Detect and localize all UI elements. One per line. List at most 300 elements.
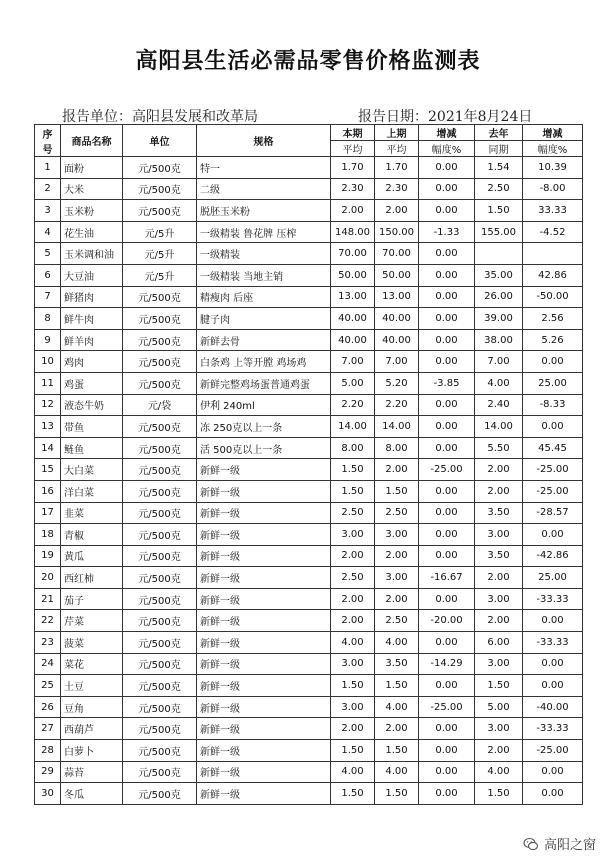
row-seq: 10 (35, 351, 61, 373)
row-seq: 15 (35, 459, 61, 481)
row-current-price: 2.50 (331, 502, 375, 524)
row-unit: 元/500克 (123, 524, 197, 546)
row-unit: 元/500克 (123, 761, 197, 783)
row-change-pct: -16.67 (419, 567, 475, 589)
row-current-price: 3.00 (331, 653, 375, 675)
row-yoy-pct: 25.00 (523, 567, 583, 589)
table-row (35, 740, 583, 762)
row-previous-price: 70.00 (375, 243, 419, 265)
row-lastyear-price: 1.50 (475, 783, 523, 805)
row-previous-price: 1.50 (375, 480, 419, 502)
table-row (35, 502, 583, 524)
row-current-price: 2.00 (331, 588, 375, 610)
row-spec: 一级精装 鲁花牌 压榨 (197, 221, 331, 243)
table-body (35, 157, 583, 805)
row-unit: 元/500克 (123, 372, 197, 394)
row-change-pct: 0.00 (419, 329, 475, 351)
row-spec: 特一 (197, 157, 331, 179)
row-spec: 脱胚玉米粉 (197, 200, 331, 222)
row-change-pct: 0.00 (419, 588, 475, 610)
row-lastyear-price: 3.50 (475, 545, 523, 567)
table-row (35, 437, 583, 459)
row-change-pct: 0.00 (419, 502, 475, 524)
row-seq: 22 (35, 610, 61, 632)
row-spec: 新鲜一级 (197, 459, 331, 481)
row-name: 鲢鱼 (61, 437, 123, 459)
row-unit: 元/500克 (123, 740, 197, 762)
row-name: 青椒 (61, 524, 123, 546)
row-seq: 3 (35, 200, 61, 222)
table-row (35, 567, 583, 589)
row-seq: 4 (35, 221, 61, 243)
row-spec: 新鲜一级 (197, 740, 331, 762)
row-current-price: 2.00 (331, 545, 375, 567)
row-name: 带鱼 (61, 416, 123, 438)
row-unit: 元/5升 (123, 264, 197, 286)
header-seq: 序 号 (35, 125, 61, 157)
row-lastyear-price: 2.00 (475, 567, 523, 589)
row-name: 玉米粉 (61, 200, 123, 222)
row-previous-price: 3.00 (375, 524, 419, 546)
table-row (35, 588, 583, 610)
row-previous-price: 3.00 (375, 567, 419, 589)
row-spec: 伊利 240ml (197, 394, 331, 416)
table-row (35, 416, 583, 438)
report-date: 报告日期：2021年8月24日 (358, 109, 533, 125)
row-current-price: 2.00 (331, 200, 375, 222)
row-lastyear-price: 5.50 (475, 437, 523, 459)
row-yoy-pct: 0.00 (523, 653, 583, 675)
row-unit: 元/5升 (123, 243, 197, 265)
row-yoy-pct: -4.52 (523, 221, 583, 243)
row-spec: 新鲜一级 (197, 588, 331, 610)
row-change-pct: 0.00 (419, 437, 475, 459)
row-name: 茄子 (61, 588, 123, 610)
row-change-pct: 0.00 (419, 178, 475, 200)
row-name: 白萝卜 (61, 740, 123, 762)
row-seq: 2 (35, 178, 61, 200)
header-yoy-sub: 幅度% (523, 141, 583, 157)
row-yoy-pct: -33.33 (523, 632, 583, 654)
row-previous-price: 40.00 (375, 329, 419, 351)
row-lastyear-price: 3.00 (475, 718, 523, 740)
row-change-pct: 0.00 (419, 675, 475, 697)
row-previous-price: 2.50 (375, 610, 419, 632)
row-seq: 18 (35, 524, 61, 546)
row-change-pct: 0.00 (419, 761, 475, 783)
row-name: 黄瓜 (61, 545, 123, 567)
row-current-price: 1.50 (331, 783, 375, 805)
row-unit: 元/500克 (123, 783, 197, 805)
row-lastyear-price: 7.00 (475, 351, 523, 373)
row-name: 鲜猪肉 (61, 286, 123, 308)
row-seq: 19 (35, 545, 61, 567)
row-previous-price: 1.50 (375, 783, 419, 805)
table-row (35, 459, 583, 481)
row-change-pct: 0.00 (419, 286, 475, 308)
row-seq: 28 (35, 740, 61, 762)
row-spec: 腱子肉 (197, 308, 331, 330)
row-unit: 元/500克 (123, 286, 197, 308)
row-previous-price: 4.00 (375, 696, 419, 718)
row-previous-price: 2.20 (375, 394, 419, 416)
row-seq: 26 (35, 696, 61, 718)
row-lastyear-price: 2.50 (475, 178, 523, 200)
row-previous-price: 14.00 (375, 416, 419, 438)
row-current-price: 50.00 (331, 264, 375, 286)
row-spec: 一级精装 (197, 243, 331, 265)
row-change-pct: -3.85 (419, 372, 475, 394)
row-name: 鸡蛋 (61, 372, 123, 394)
row-unit: 元/500克 (123, 480, 197, 502)
row-change-pct: -14.29 (419, 653, 475, 675)
row-name: 菜花 (61, 653, 123, 675)
row-unit: 元/500克 (123, 502, 197, 524)
row-unit: 元/500克 (123, 545, 197, 567)
header-lastyear: 去年 (475, 125, 523, 141)
page-title: 高阳县生活必需品零售价格监测表 (135, 49, 481, 74)
row-yoy-pct: 25.00 (523, 372, 583, 394)
row-yoy-pct: 5.26 (523, 329, 583, 351)
row-previous-price: 40.00 (375, 308, 419, 330)
watermark-text: 高阳之窗 (543, 838, 596, 853)
row-previous-price: 8.00 (375, 437, 419, 459)
row-unit: 元/500克 (123, 437, 197, 459)
header-row-1 (35, 125, 583, 141)
row-lastyear-price: 26.00 (475, 286, 523, 308)
row-name: 大白菜 (61, 459, 123, 481)
row-lastyear-price (475, 243, 523, 265)
row-current-price: 40.00 (331, 329, 375, 351)
row-lastyear-price: 1.50 (475, 200, 523, 222)
row-name: 土豆 (61, 675, 123, 697)
row-lastyear-price: 4.00 (475, 372, 523, 394)
row-unit: 元/500克 (123, 200, 197, 222)
row-unit: 元/500克 (123, 157, 197, 179)
row-yoy-pct: 33.33 (523, 200, 583, 222)
header-lastyear-sub: 同期 (475, 141, 523, 157)
row-unit: 元/500克 (123, 718, 197, 740)
table-row (35, 718, 583, 740)
row-change-pct: 0.00 (419, 783, 475, 805)
row-spec: 精瘦肉 后座 (197, 286, 331, 308)
table-row (35, 696, 583, 718)
row-yoy-pct: 0.00 (523, 416, 583, 438)
row-change-pct: 0.00 (419, 632, 475, 654)
row-unit: 元/500克 (123, 308, 197, 330)
row-seq: 8 (35, 308, 61, 330)
row-yoy-pct: 45.45 (523, 437, 583, 459)
row-current-price: 2.50 (331, 567, 375, 589)
row-previous-price: 4.00 (375, 632, 419, 654)
table-row (35, 524, 583, 546)
row-previous-price: 2.00 (375, 718, 419, 740)
row-name: 大豆油 (61, 264, 123, 286)
row-spec: 新鲜一级 (197, 610, 331, 632)
row-current-price: 1.70 (331, 157, 375, 179)
row-change-pct: 0.00 (419, 264, 475, 286)
table-row (35, 783, 583, 805)
table-row (35, 675, 583, 697)
row-current-price: 1.50 (331, 740, 375, 762)
row-seq: 14 (35, 437, 61, 459)
row-spec: 新鲜一级 (197, 675, 331, 697)
header-spec: 规格 (197, 125, 331, 157)
row-current-price: 3.00 (331, 696, 375, 718)
row-lastyear-price: 3.50 (475, 502, 523, 524)
row-yoy-pct: 2.56 (523, 308, 583, 330)
row-unit: 元/500克 (123, 610, 197, 632)
row-lastyear-price: 1.54 (475, 157, 523, 179)
row-spec: 新鲜一级 (197, 567, 331, 589)
row-change-pct: 0.00 (419, 740, 475, 762)
row-change-pct: 0.00 (419, 157, 475, 179)
row-previous-price: 1.50 (375, 675, 419, 697)
row-yoy-pct: -42.86 (523, 545, 583, 567)
row-previous-price: 7.00 (375, 351, 419, 373)
row-spec: 新鲜一级 (197, 761, 331, 783)
row-seq: 6 (35, 264, 61, 286)
row-current-price: 4.00 (331, 761, 375, 783)
table-row (35, 653, 583, 675)
header-previous-sub: 平均 (375, 141, 419, 157)
row-seq: 17 (35, 502, 61, 524)
row-change-pct: -25.00 (419, 459, 475, 481)
row-unit: 元/5升 (123, 221, 197, 243)
row-yoy-pct: -25.00 (523, 480, 583, 502)
row-current-price: 4.00 (331, 632, 375, 654)
row-current-price: 7.00 (331, 351, 375, 373)
row-lastyear-price: 6.00 (475, 632, 523, 654)
row-change-pct: 0.00 (419, 308, 475, 330)
table-row (35, 243, 583, 265)
table-row (35, 200, 583, 222)
report-unit: 报告单位：高阳县发展和改革局 (62, 109, 258, 125)
row-spec: 新鲜去骨 (197, 329, 331, 351)
row-change-pct: -25.00 (419, 696, 475, 718)
row-previous-price: 1.50 (375, 740, 419, 762)
row-current-price: 8.00 (331, 437, 375, 459)
row-lastyear-price: 2.00 (475, 740, 523, 762)
row-previous-price: 3.50 (375, 653, 419, 675)
row-yoy-pct: 0.00 (523, 351, 583, 373)
row-yoy-pct: 10.39 (523, 157, 583, 179)
row-change-pct: 0.00 (419, 394, 475, 416)
row-spec: 二级 (197, 178, 331, 200)
row-lastyear-price: 39.00 (475, 308, 523, 330)
row-current-price: 2.30 (331, 178, 375, 200)
row-lastyear-price: 5.00 (475, 696, 523, 718)
row-yoy-pct: 0.00 (523, 783, 583, 805)
row-name: 菠菜 (61, 632, 123, 654)
row-name: 花生油 (61, 221, 123, 243)
header-change-sub: 幅度% (419, 141, 475, 157)
row-change-pct: 0.00 (419, 524, 475, 546)
row-previous-price: 5.20 (375, 372, 419, 394)
row-lastyear-price: 3.00 (475, 653, 523, 675)
row-name: 芹菜 (61, 610, 123, 632)
row-yoy-pct: 0.00 (523, 524, 583, 546)
row-yoy-pct: 0.00 (523, 675, 583, 697)
row-yoy-pct: 0.00 (523, 610, 583, 632)
row-change-pct: -1.33 (419, 221, 475, 243)
row-yoy-pct: -50.00 (523, 286, 583, 308)
row-spec: 活 500克以上一条 (197, 437, 331, 459)
table-row (35, 286, 583, 308)
row-previous-price: 50.00 (375, 264, 419, 286)
row-current-price: 1.50 (331, 675, 375, 697)
row-yoy-pct: -33.33 (523, 588, 583, 610)
header-yoy: 增减 (523, 125, 583, 141)
row-unit: 元/500克 (123, 567, 197, 589)
row-current-price: 148.00 (331, 221, 375, 243)
row-previous-price: 2.50 (375, 502, 419, 524)
table-row (35, 351, 583, 373)
row-previous-price: 2.30 (375, 178, 419, 200)
row-lastyear-price: 2.40 (475, 394, 523, 416)
row-current-price: 1.50 (331, 459, 375, 481)
row-lastyear-price: 35.00 (475, 264, 523, 286)
row-spec: 冻 250克以上一条 (197, 416, 331, 438)
row-change-pct: 0.00 (419, 416, 475, 438)
row-spec: 新鲜完整鸡场蛋普通鸡蛋 (197, 372, 331, 394)
row-name: 洋白菜 (61, 480, 123, 502)
row-yoy-pct: -40.00 (523, 696, 583, 718)
table-row (35, 221, 583, 243)
row-spec: 新鲜一级 (197, 653, 331, 675)
row-unit: 元/袋 (123, 394, 197, 416)
table-row (35, 264, 583, 286)
row-seq: 21 (35, 588, 61, 610)
row-previous-price: 2.00 (375, 545, 419, 567)
row-spec: 新鲜一级 (197, 480, 331, 502)
row-seq: 20 (35, 567, 61, 589)
row-spec: 一级精装 当地主销 (197, 264, 331, 286)
table-row (35, 372, 583, 394)
row-previous-price: 2.00 (375, 588, 419, 610)
row-previous-price: 2.00 (375, 459, 419, 481)
row-lastyear-price: 1.50 (475, 675, 523, 697)
watermark (523, 834, 596, 853)
row-spec: 新鲜一级 (197, 696, 331, 718)
row-yoy-pct: -33.33 (523, 718, 583, 740)
row-lastyear-price: 38.00 (475, 329, 523, 351)
row-seq: 7 (35, 286, 61, 308)
row-name: 面粉 (61, 157, 123, 179)
row-seq: 23 (35, 632, 61, 654)
row-current-price: 1.50 (331, 480, 375, 502)
row-previous-price: 2.00 (375, 200, 419, 222)
row-unit: 元/500克 (123, 178, 197, 200)
table-row (35, 308, 583, 330)
row-name: 冬瓜 (61, 783, 123, 805)
table-row (35, 480, 583, 502)
row-yoy-pct: -25.00 (523, 459, 583, 481)
row-unit: 元/500克 (123, 696, 197, 718)
row-previous-price: 1.70 (375, 157, 419, 179)
row-seq: 12 (35, 394, 61, 416)
row-seq: 13 (35, 416, 61, 438)
table-row (35, 394, 583, 416)
row-lastyear-price: 3.00 (475, 588, 523, 610)
row-change-pct: 0.00 (419, 243, 475, 265)
row-spec: 新鲜一级 (197, 783, 331, 805)
row-unit: 元/500克 (123, 632, 197, 654)
row-seq: 16 (35, 480, 61, 502)
header-current-sub: 平均 (331, 141, 375, 157)
price-table (34, 124, 583, 805)
row-unit: 元/500克 (123, 329, 197, 351)
row-previous-price: 150.00 (375, 221, 419, 243)
row-current-price: 2.00 (331, 610, 375, 632)
row-name: 豆角 (61, 696, 123, 718)
row-change-pct: 0.00 (419, 545, 475, 567)
row-current-price: 40.00 (331, 308, 375, 330)
row-seq: 27 (35, 718, 61, 740)
row-lastyear-price: 14.00 (475, 416, 523, 438)
row-name: 韭菜 (61, 502, 123, 524)
header-name: 商品名称 (61, 125, 123, 157)
row-lastyear-price: 4.00 (475, 761, 523, 783)
table-row (35, 545, 583, 567)
row-change-pct: 0.00 (419, 480, 475, 502)
row-change-pct: 0.00 (419, 351, 475, 373)
header-previous: 上期 (375, 125, 419, 141)
row-unit: 元/500克 (123, 351, 197, 373)
row-seq: 11 (35, 372, 61, 394)
row-name: 液态牛奶 (61, 394, 123, 416)
header-current: 本期 (331, 125, 375, 141)
row-seq: 5 (35, 243, 61, 265)
table-row (35, 761, 583, 783)
row-spec: 新鲜一级 (197, 524, 331, 546)
row-unit: 元/500克 (123, 459, 197, 481)
row-current-price: 2.20 (331, 394, 375, 416)
table-row (35, 178, 583, 200)
row-seq: 25 (35, 675, 61, 697)
row-lastyear-price: 155.00 (475, 221, 523, 243)
row-lastyear-price: 3.00 (475, 524, 523, 546)
row-spec: 新鲜一级 (197, 718, 331, 740)
row-yoy-pct: 0.00 (523, 761, 583, 783)
row-current-price: 14.00 (331, 416, 375, 438)
table-row (35, 610, 583, 632)
row-yoy-pct: 42.86 (523, 264, 583, 286)
row-unit: 元/500克 (123, 416, 197, 438)
row-yoy-pct: -28.57 (523, 502, 583, 524)
row-name: 蒜苔 (61, 761, 123, 783)
row-yoy-pct: -8.00 (523, 178, 583, 200)
row-name: 鸡肉 (61, 351, 123, 373)
row-spec: 白条鸡 上等开膛 鸡场鸡 (197, 351, 331, 373)
row-yoy-pct: -8.33 (523, 394, 583, 416)
row-unit: 元/500克 (123, 675, 197, 697)
row-yoy-pct (523, 243, 583, 265)
row-unit: 元/500克 (123, 588, 197, 610)
row-current-price: 3.00 (331, 524, 375, 546)
row-unit: 元/500克 (123, 653, 197, 675)
row-change-pct: 0.00 (419, 718, 475, 740)
header-unit: 单位 (123, 125, 197, 157)
row-name: 大米 (61, 178, 123, 200)
row-name: 鲜羊肉 (61, 329, 123, 351)
row-seq: 29 (35, 761, 61, 783)
row-yoy-pct: -25.00 (523, 740, 583, 762)
row-current-price: 70.00 (331, 243, 375, 265)
row-seq: 24 (35, 653, 61, 675)
row-lastyear-price: 2.00 (475, 610, 523, 632)
row-current-price: 5.00 (331, 372, 375, 394)
